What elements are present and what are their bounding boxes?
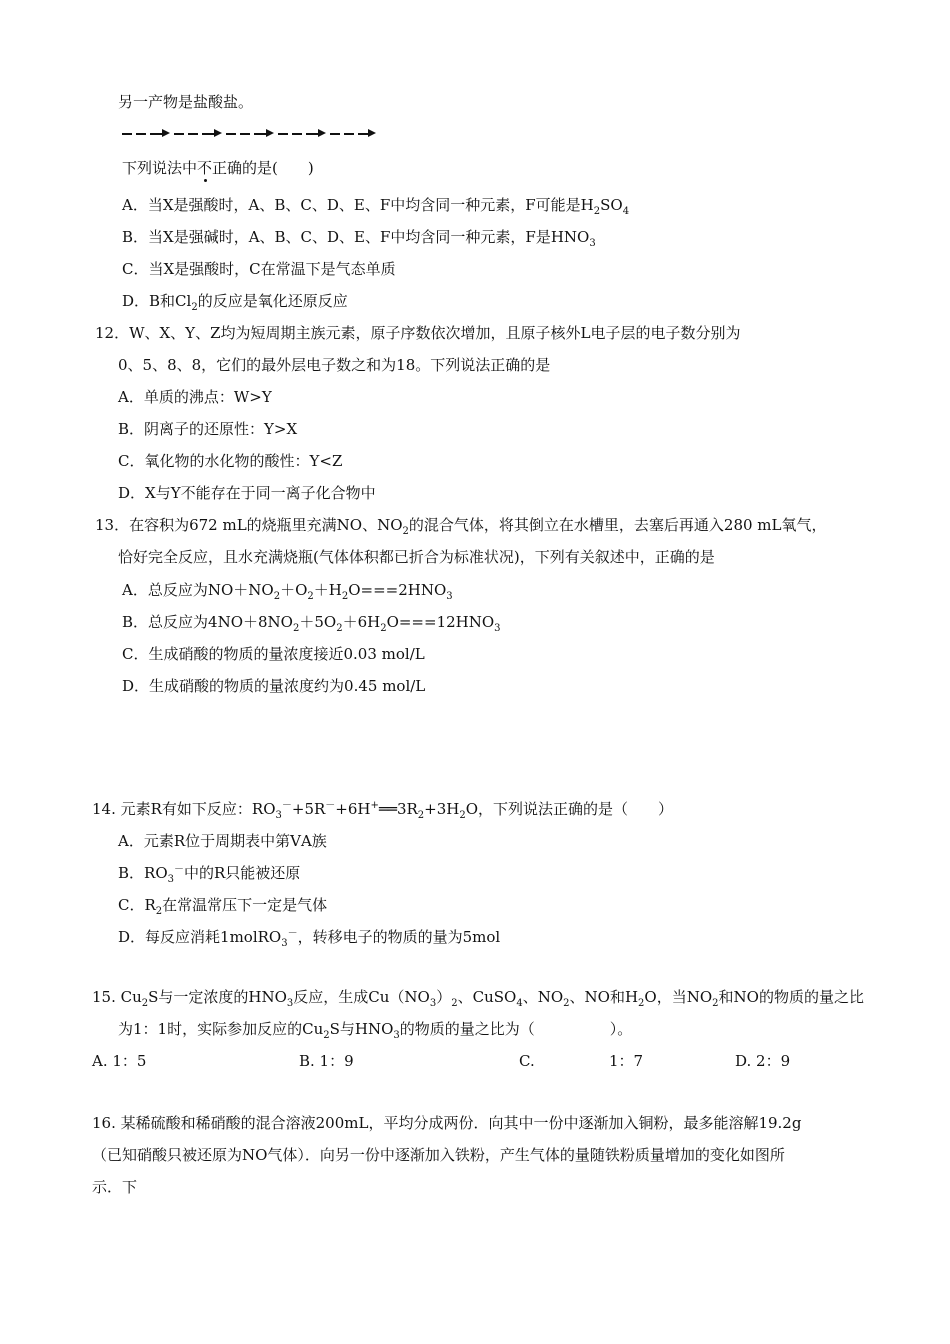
q15-stem-line2: 为1：1时，实际参加反应的$Cu_2S$与$HNO_3$的物质的量之比为（ ）。 [118, 1020, 633, 1041]
emphasis-dot-char: 不 [197, 159, 213, 177]
q12-option-a: A．单质的沸点：W>Y [118, 388, 272, 406]
q11-option-b: B．当X是强碱时，A、B、C、D、E、F中均含同一种元素，F是$HNO_3$ [122, 228, 596, 249]
q12-stem-line1: 12．W、X、Y、Z均为短周期主族元素，原子序数依次增加，且原子核外L电子层的电子数分别为 [95, 324, 741, 342]
q16-stem-line2: （已知硝酸只被还原为NO气体）．向另一份中逐渐加入铁粉，产生气体的量随铁粉质量增加的变化如图所 [92, 1146, 785, 1164]
q16-stem-line3: 示．下 [92, 1178, 138, 1196]
q13-option-b: B．总反应为$4NO+8NO_2+5O_2+6H_2O===12HNO_3$ [122, 613, 501, 634]
q13-stem-line2: 恰好完全反应，且水充满烧瓶(气体体积都已折合为标准状况)，下列有关叙述中，正确的是 [118, 548, 715, 566]
intro-tail-text: 另一产物是盐酸盐。 [118, 93, 254, 111]
q14-option-d: D．每反应消耗1molRO$_3$－，转移电子的物质的量为5mol [118, 928, 501, 949]
q15-option-c-value: 1：7 [609, 1052, 644, 1070]
q13-option-a: A．总反应为$NO+NO_2+O_2+H_2O===2HNO_3$ [122, 581, 453, 602]
q14-option-a: A．元素R位于周期表中第ⅤA族 [118, 832, 327, 850]
q15-option-d: D. 2：9 [735, 1052, 791, 1070]
q11-option-d: D．B和$Cl_2$的反应是氧化还原反应 [122, 292, 348, 313]
q15-option-b: B. 1：9 [299, 1052, 354, 1070]
q15-option-a: A. 1：5 [92, 1052, 147, 1070]
q12-option-b: B．阴离子的还原性：Y>X [118, 420, 298, 438]
q11-stem: 下列说法中不正确的是( ) [122, 159, 314, 177]
q11-option-c: C．当X是强酸时，C在常温下是气态单质 [122, 260, 396, 278]
q14-option-c: C．$R_2$在常温常压下一定是气体 [118, 896, 328, 917]
q15-option-c-letter: C. [519, 1052, 535, 1070]
q13-stem-line1: 13．在容积为672 mL的烧瓶里充满NO、$NO_2$的混合气体，将其倒立在水槽里，去塞后再通入280 mL氧气， [95, 516, 827, 537]
q13-option-c: C．生成硝酸的物质的量浓度接近0.03 mol/L [122, 645, 425, 663]
q12-stem-line2: 0、5、8、8，它们的最外层电子数之和为18。下列说法正确的是 [118, 356, 551, 374]
q11-option-a: A．当X是强酸时，A、B、C、D、E、F中均含同一种元素，F可能是$H_2SO_4$ [122, 196, 630, 217]
flow-arrows-diagram [122, 128, 382, 140]
q16-stem-line1: 16. 某稀硫酸和稀硝酸的混合溶液200mL，平均分成两份．向其中一份中逐渐加入铜粉，最多能溶解19.2g [92, 1114, 802, 1132]
q15-stem-line1: 15. $Cu_2S$与一定浓度的$HNO_3$反应，生成$Cu(NO_3)_2$、CuSO$_4$、$NO_2$、NO和$H_2O$，当$NO_2$和NO的物质的量之比 [92, 988, 864, 1009]
q12-option-c: C．氧化物的水化物的酸性：Y<Z [118, 452, 343, 470]
q13-option-d: D．生成硝酸的物质的量浓度约为0.45 mol/L [122, 677, 426, 695]
q12-option-d: D．X与Y不能存在于同一离子化合物中 [118, 484, 376, 502]
q14-option-b: B．$RO_3^-$中的R只能被还原 [118, 864, 301, 885]
q14-stem: 14. 元素R有如下反应：$RO_3^-+5R^-+6H^+══3R_2+3H_2O$，下列说法正确的是（ ） [92, 800, 674, 821]
